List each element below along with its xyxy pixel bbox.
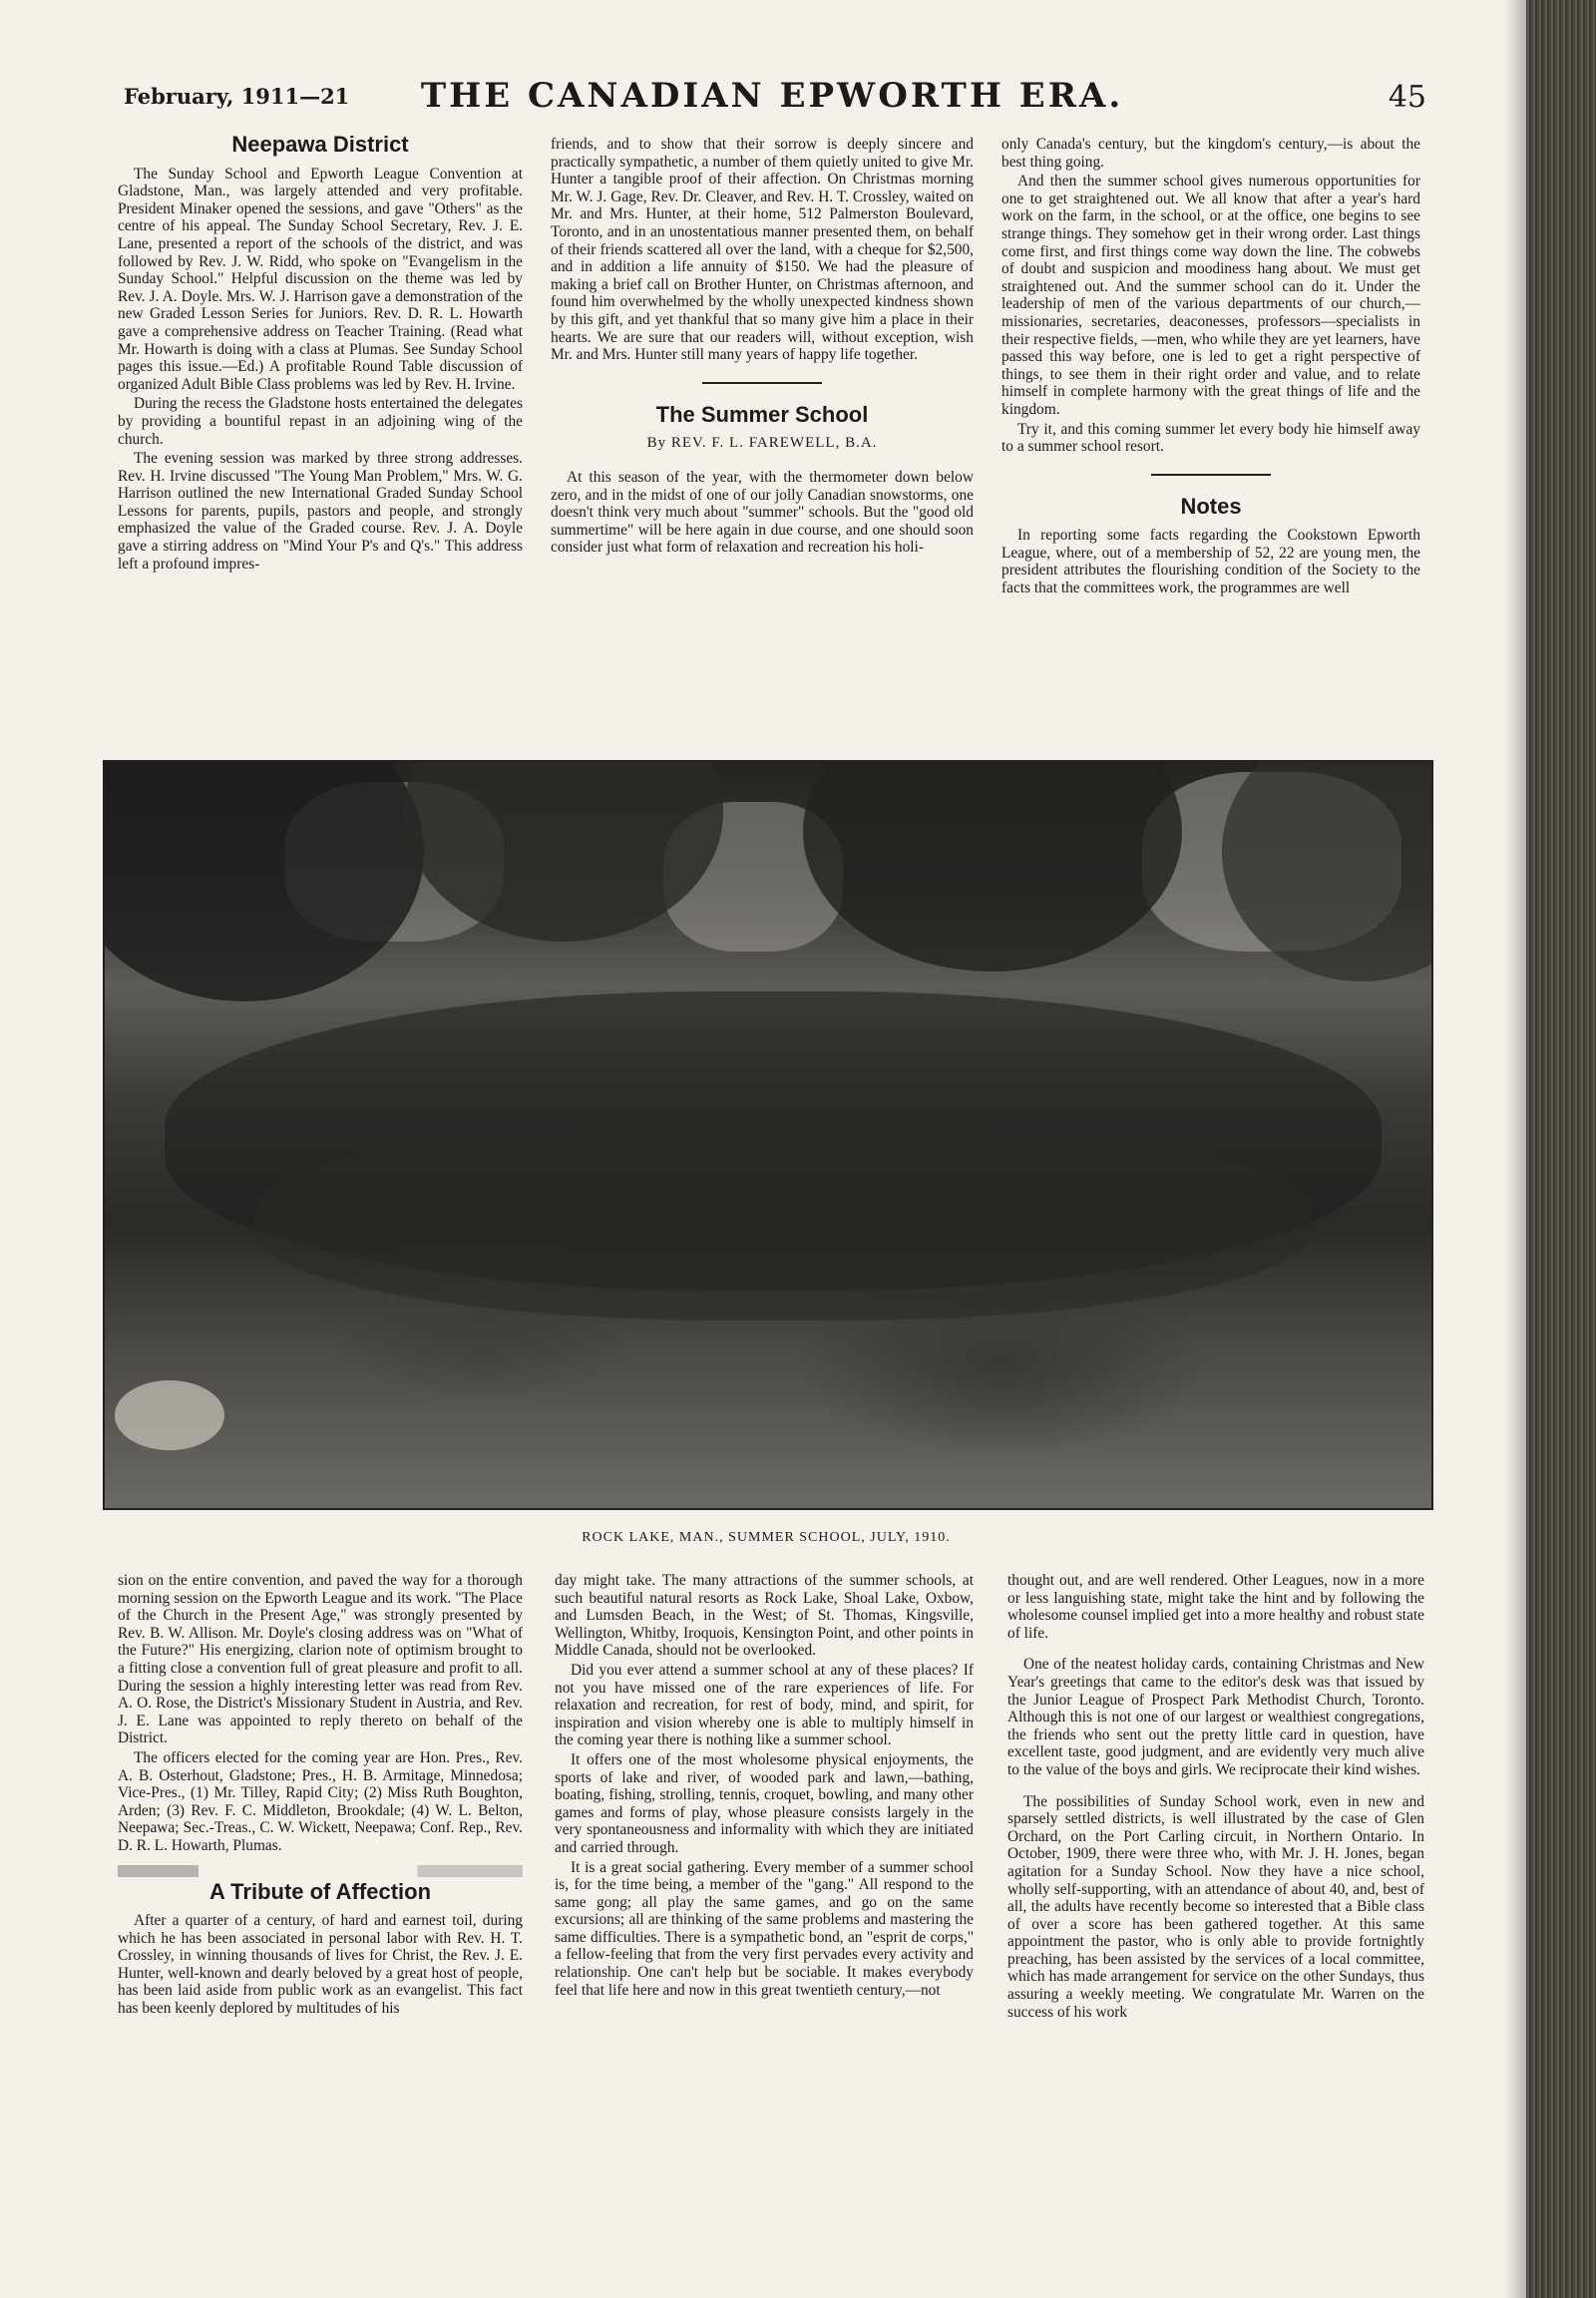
section-divider <box>702 382 822 384</box>
column-middle-top <box>551 136 974 559</box>
section-divider <box>118 1865 523 1877</box>
photo-caption: ROCK LAKE, MAN., SUMMER SCHOOL, JULY, 1910. <box>582 1530 951 1545</box>
tribute-heading: A Tribute of Affection <box>208 1878 432 1904</box>
column-left-bottom <box>118 1572 523 2020</box>
summer-school-paragraph: At this season of the year, with the thermometer down below zero, and in the midst of one of our jolly Canadian snowstorms, one doesn't think very much about "summer" schools. But the "good old summertime" will be here again in due course, and one should soon consider just what form of relaxation and recreation his holi- <box>551 468 974 557</box>
issue-date: February, 1911—21 <box>124 84 350 109</box>
page-number: 45 <box>1388 80 1426 115</box>
running-head <box>118 78 1426 122</box>
tribute-paragraph-continued: friends, and to show that their sorrow is deeply sincere and practically sympathetic, a number of them quietly united to give Mr. Hunter a tangible proof of their affection. On Christmas morning Mr. W. J. Gage, Rev. Dr. Cleaver, and Rev. H. T. Crossley, waited on Mr. and Mrs. Hunter, at their home, 512 Palmerston Boulevard, Toronto, and in an unostentatious manner presented them, on behalf of their friends scattered all over the land, with a cheque for $2,500, and in addition a life annuity of $150. We had the pleasure of making a brief call on Brother Hunter, on Christmas afternoon, and found him overwhelmed by the wholly unexpected kindness shown by this gift, and yet thankful that so many give him a place in their hearts. We are sure that our readers will, without exception, wish Mr. and Mrs. Hunter still many years of happy life together. <box>551 136 974 364</box>
book-edge <box>1526 0 1596 2298</box>
neepawa-paragraph: During the recess the Gladstone hosts entertained the delegates by providing a bountiful repast in an adjoining wing of the church. <box>118 395 523 448</box>
summer-school-paragraph: Try it, and this coming summer let every body hie himself away to a summer school resort. <box>1001 420 1420 456</box>
summer-school-heading: The Summer School <box>655 401 869 427</box>
neepawa-paragraph: The officers elected for the coming year are Hon. Pres., Rev. A. B. Osterhout, Gladstone; Pres., H. B. Armitage, Minnedosa; Vice-Pres., (1) Mr. Tilley, Rapid City; (2) Miss Ruth Boughton, Arden; (3) Rev. F. C. Middleton, Brookdale; (4) W. L. Belton, Neepawa; Sec.-Treas., C. W. Wickett, Neepawa; Conf. Rep., Rev. D. R. L. Howarth, Plumas. <box>118 1748 523 1854</box>
summer-school-paragraph: It is a great social gathering. Every member of a summer school is, for the time being, a member of the "gang." All respond to the same gong; all play the same games, and go on the same excursions; all are thinking of the same problems and mastering the same difficulties. There is a sympathetic bond, an "esprit de corps," a fellow-feeling that from the very first pervades every activity and relationship. One can't help but be sociable. It makes everybody feel that life here and now in this great twentieth century,—not <box>555 1858 974 1999</box>
neepawa-heading: Neepawa District <box>231 132 409 157</box>
summer-school-paragraph: only Canada's century, but the kingdom's century,—is about the best thing going. <box>1001 136 1420 171</box>
neepawa-paragraph-continued: sion on the entire convention, and paved the way for a thorough morning session on the Epworth League and its work. "The Place of the Church in the Present Age," was strongly presented by Rev. B. W. Allison. Mr. Doyle's closing address was on "What of the Future?" His energizing, clarion note of optimism brought to a fitting close a convention full of great pleasure and profit to all. During the session a highly interesting letter was read from Rev. A. O. Rose, the District's Missionary Student in Austria, and Rev. J. E. Lane was appointed to reply thereto on behalf of the District. <box>118 1572 523 1747</box>
notes-heading: Notes <box>1180 493 1242 519</box>
notes-paragraph: In reporting some facts regarding the Cookstown Epworth League, where, out of a membership of 52, 22 are young men, the president attributes the flourishing condition of the Society to the facts that the committees work, the programmes are well <box>1001 527 1420 597</box>
summer-school-byline: By REV. F. L. FAREWELL, B.A. <box>646 435 878 452</box>
tribute-paragraph: After a quarter of a century, of hard and earnest toil, during which he has been associated in personal labor with Rev. H. T. Crossley, in winning thousands of lives for Christ, the Rev. J. E. Hunter, well-known and dearly beloved by a great host of people, has been laid aside from public work as an evangelist. This fact has been keenly deplored by multitudes of his <box>118 1912 523 2018</box>
column-left-top <box>118 132 523 574</box>
summer-school-paragraph: And then the summer school gives numerous opportunities for one to get straightened out. We all know that after a year's hard work on the farm, in the school, or at the office, one begins to see strange things. They somehow get in their wrong order. Last things come first, and first things come way down the line. The cobwebs of doubt and suspicion and moodiness hang about. We must get straightened out. And the summer school can do it. Under the leadership of men of the various departments of our church,—missionaries, secretaries, deaconesses, professors—specialists in their respective fields, —men, who while they are yet learners, have passed this way before, one is led to get a right perspective of things, to see them in their right order and value, and to relate himself in complete harmony with the great things of life and the kingdom. <box>1001 173 1420 418</box>
summer-school-paragraph: Did you ever attend a summer school at any of these places? If not you have missed one of the rare experiences of life. For relaxation and recreation, for rest of body, mind, and spirit, for inspiration and vision whereby one is able to multiply himself in the coming year there is nothing like a summer school. <box>555 1661 974 1749</box>
column-middle-bottom <box>555 1572 974 2001</box>
notes-paragraph: One of the neatest holiday cards, containing Christmas and New Year's greetings that came to the editor's desk was that issued by the Junior League of Prospect Park Methodist Church, Toronto. Although this is not one of our largest or wealthiest congregations, the friends who sent out the pretty little card in question, have excellent taste, good judgment, and are evidently very much alive to the value of the boys and girls. We reciprocate their kind wishes. <box>1007 1656 1424 1778</box>
notes-paragraph: The possibilities of Sunday School work, even in new and sparsely settled districts, is well illustrated by the case of Glen Orchard, on the Port Carling circuit, in Northern Ontario. In October, 1909, there were three who, with Mr. J. H. Jones, began agitation for a Sunday School. Now they have a nice school, wholly self-supporting, with an attendance of about 40, and, best of all, the adults have recently become so interested that a Bible class of over a score has been gathered together. At this same appointment the pastor, who is only able to provide fortnightly preaching, has been assisted by the services of a local committee, which has made arrangement for service on the other Sundays, thus assuring a weekly meeting. We congratulate Mr. Warren on the success of his work <box>1007 1792 1424 2021</box>
neepawa-paragraph: The evening session was marked by three strong addresses. Rev. H. Irvine discussed "The Young Man Problem," Mrs. W. G. Harrison outlined the new International Graded Sunday School Lessons for parents, pupils, pastors and people, and strongly emphasized the value of the Graded course. Rev. J. A. Doyle gave a stirring address on "Mind Your P's and Q's." This address left a profound impres- <box>118 450 523 573</box>
magazine-title: THE CANADIAN EPWORTH ERA. <box>420 76 1124 116</box>
page-gutter-shadow <box>1504 0 1526 2298</box>
column-right-top <box>1001 136 1420 599</box>
column-right-bottom <box>1007 1572 1424 2023</box>
group-photograph <box>103 760 1433 1510</box>
neepawa-paragraph: The Sunday School and Epworth League Convention at Gladstone, Man., was largely attended and very profitable. President Minaker opened the sessions, and gave "Others" as the centre of his appeal. The Sunday School Secretary, Rev. J. E. Lane, presented a report of the schools of the district, and was followed by Rev. J. W. Ridd, who spoke on "Evangelism in the Sunday School." Helpful discussion on the theme was led by Rev. J. A. Doyle. Mrs. W. J. Harrison gave a demonstration of the new Graded Lesson Series for Juniors. Rev. D. R. L. Howarth gave a comprehensive address on Teacher Training. (Read what Mr. Howarth is doing with a class at Plumas. See Sunday School pages this issue.—Ed.) A profitable Round Table discussion of organized Adult Bible Class problems was led by Rev. H. Irvine. <box>118 165 523 393</box>
summer-school-paragraph: It offers one of the most wholesome physical enjoyments, the sports of lake and river, of wooded park and lawn,—bathing, boating, fishing, strolling, tennis, croquet, bowling, and many other games and forms of play, whose pleasure consists largely in the very spontaneousness and informality with which they are initiated and carried through. <box>555 1750 974 1856</box>
notes-paragraph-continued: thought out, and are well rendered. Other Leagues, now in a more or less languishing state, might take the hint and by following the wholesome counsel implied get into a more healthy and robust state of life. <box>1007 1572 1425 1642</box>
section-divider <box>1151 474 1271 476</box>
summer-school-paragraph: day might take. The many attractions of the summer schools, at such beautiful natural resorts as Rock Lake, Shoal Lake, Oxbow, and Lumsden Beach, in the West; of St. Thomas, Kingsville, Wellington, Whitby, Iroquois, Kensington Point, and other points in Middle Canada, should not be overlooked. <box>555 1572 974 1660</box>
